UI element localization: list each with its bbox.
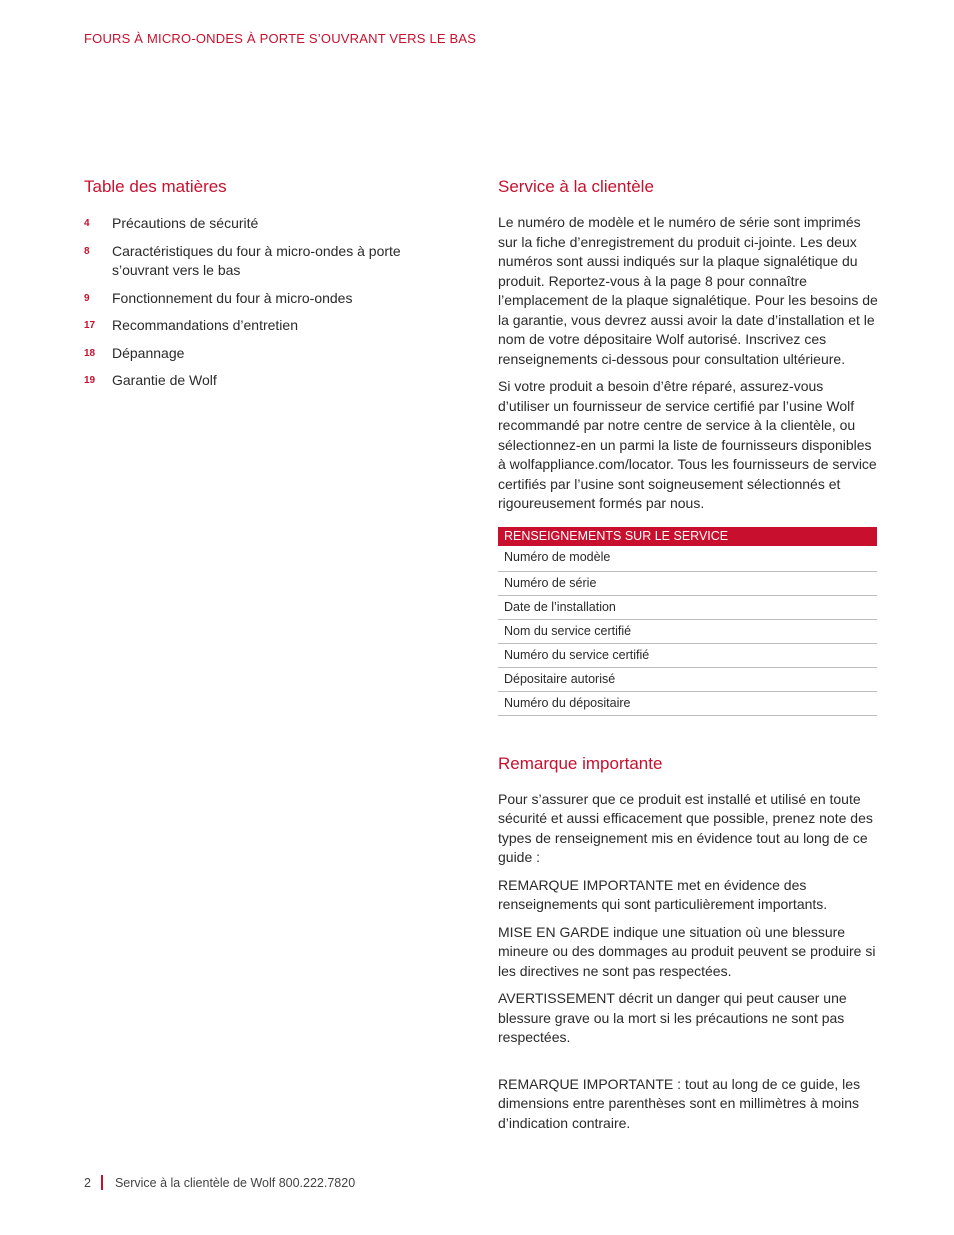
caution-text: indique une situation où une blessure mineure ou des dommages au produit peuvent se produire si les directives ne sont pas respectées. (498, 923, 876, 979)
footer-divider (101, 1175, 103, 1190)
important-final-paragraph (498, 1075, 878, 1134)
toc-item-label: Caractéristiques du four à micro-ondes à porte s’ouvrant vers le bas (112, 242, 401, 278)
warning-text: décrit un danger qui peut causer une blessure grave ou la mort si les précautions ne sont pas respectées. (498, 990, 847, 1045)
toc-list (84, 214, 424, 391)
toc-item[interactable] (84, 214, 424, 234)
service-table-row: Nom du service certifié (498, 620, 877, 644)
final-text: tout au long de ce guide, les dimensions entre parenthèses sont en millimètres à moins d’indication contraire. (498, 1075, 861, 1131)
service-table-row: Numéro du service certifié (498, 644, 877, 668)
page-header-title: FOURS À MICRO-ONDES À PORTE S’OUVRANT VERS LE BAS (84, 31, 477, 46)
final-lead: REMARQUE IMPORTANTE : (498, 1075, 682, 1092)
spacer (498, 1056, 878, 1075)
toc-page-number: 17 (84, 320, 96, 331)
important-body (498, 790, 878, 1134)
service-table-header: RENSEIGNEMENTS SUR LE SERVICE (498, 527, 877, 546)
service-table-row: Dépositaire autorisé (498, 668, 877, 692)
service-paragraph-1: Le numéro de modèle et le numéro de série sont imprimés sur la fiche d’enregistrement du produit ci-jointe. Les deux numéros sont aussi indiqués sur la plaque signalétique du produit. Reportez-vous à la page 8 pour connaître l’emplacement de la plaque signalétique. Pour les besoins de la garantie, vous devrez aussi avoir la date d’installation et le nom de votre dépositaire Wolf autorisé. Inscrivez ces renseignements ci-dessous pour consultation ultérieure. (498, 214, 878, 367)
right-column (498, 177, 878, 1141)
service-title: Service à la clientèle (498, 177, 654, 196)
service-paragraph-2: Si votre produit a besoin d’être réparé, assurez-vous d’utiliser un fournisseur de service certifié par l’usine Wolf recommandé par notre centre de service à la clientèle, ou sélectionnez-en un parmi la liste de fournisseurs disponibles à wolfappliance.com/locator. Tous les fournisseurs de service certifiés par l’usine sont soigneusement sélectionnés et rigoureusement formés par nous. (498, 378, 877, 511)
important-intro: Pour s’assurer que ce produit est installé et utilisé en toute sécurité et aussi efficacement que possible, prenez note des types de renseignement mis en évidence tout au long de ce guide : (498, 790, 873, 865)
toc-item-label: Recommandations d’entretien (112, 317, 298, 333)
toc-item[interactable] (84, 371, 424, 391)
service-table-row: Date de l’installation (498, 596, 877, 620)
toc-page-number: 4 (84, 218, 90, 229)
important-note-paragraph (498, 876, 878, 915)
page-number: 2 (84, 1175, 91, 1190)
service-info-table (498, 527, 877, 716)
toc-item[interactable] (84, 316, 424, 336)
service-table-row: Numéro du dépositaire (498, 692, 877, 716)
toc-page-number: 18 (84, 347, 96, 359)
toc-item-label: Garantie de Wolf (112, 372, 217, 388)
footer-contact: Service à la clientèle de Wolf 800.222.7820 (114, 1175, 356, 1190)
service-table-row: Numéro de modèle (498, 546, 877, 572)
toc-item-label: Dépannage (112, 344, 185, 361)
toc-item[interactable] (84, 242, 424, 281)
toc-item-label: Précautions de sécurité (112, 215, 259, 231)
service-table-row: Numéro de série (498, 572, 877, 596)
toc-title: Table des matières (84, 177, 227, 196)
note-lead: REMARQUE IMPORTANTE (498, 876, 674, 893)
toc-page-number: 9 (84, 292, 90, 304)
important-warning-paragraph (498, 989, 878, 1048)
table-of-contents (84, 177, 424, 399)
service-body (498, 213, 878, 514)
important-title: Remarque importante (498, 753, 663, 773)
important-caution-paragraph (498, 923, 878, 982)
note-text: met en évidence des renseignements qui sont particulièrement importants. (498, 876, 828, 912)
toc-page-number: 8 (84, 245, 90, 257)
warning-lead: AVERTISSEMENT (498, 990, 615, 1006)
toc-item[interactable] (84, 289, 424, 309)
page-footer (84, 1175, 355, 1190)
toc-item[interactable] (84, 344, 424, 364)
caution-lead: MISE EN GARDE (498, 923, 610, 940)
toc-item-label: Fonctionnement du four à micro-ondes (112, 289, 353, 306)
toc-page-number: 19 (84, 375, 96, 386)
